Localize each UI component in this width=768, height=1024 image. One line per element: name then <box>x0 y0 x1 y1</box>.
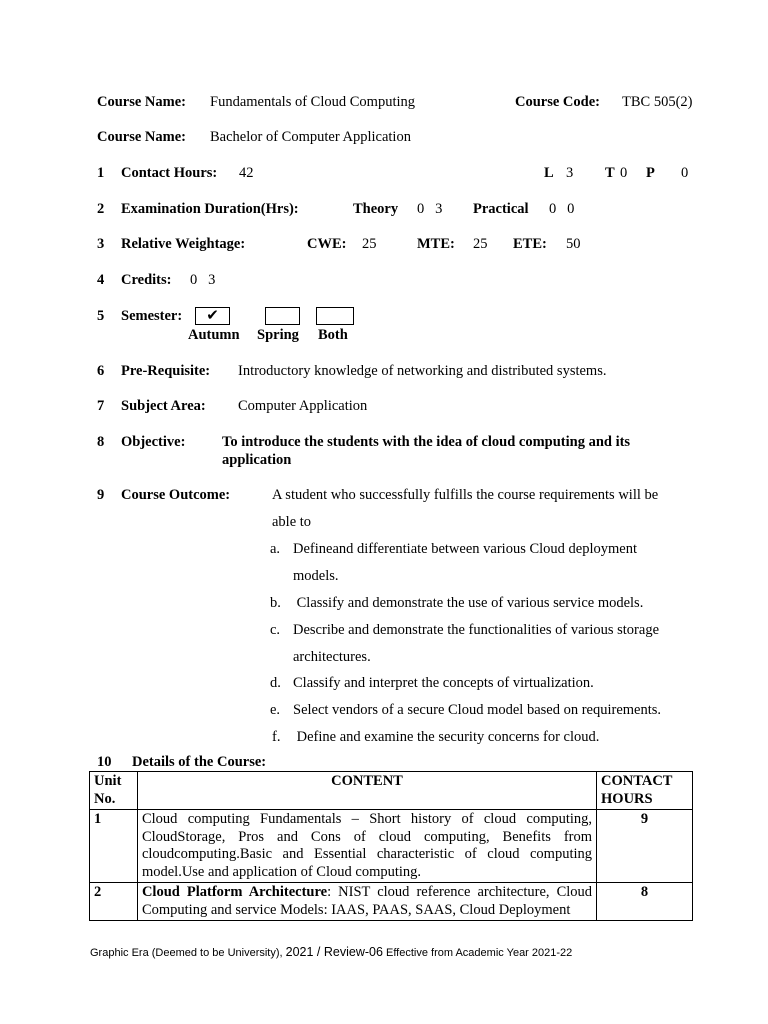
credits-label: Credits: <box>121 272 172 288</box>
theory-value: 0 3 <box>417 201 443 217</box>
outcome-d-line-1: Classify and interpret the concepts of virtualization. <box>293 675 594 691</box>
footer-review: 2021 / Review-06 <box>285 945 383 959</box>
unit-number: 1 <box>90 810 138 883</box>
contact-hours-value: 42 <box>239 165 254 181</box>
program-value: Bachelor of Computer Application <box>210 129 411 145</box>
page-footer <box>90 945 572 959</box>
theory-label: Theory <box>353 201 399 217</box>
unit-number: 2 <box>90 883 138 921</box>
outcome-intro-line-1: A student who successfully fulfills the course requirements will be <box>272 487 659 503</box>
subject-area-value: Computer Application <box>238 398 368 414</box>
both-checkbox[interactable] <box>316 307 354 325</box>
spring-label: Spring <box>257 327 299 343</box>
outcome-f-line-1: Define and examine the security concerns for cloud. <box>293 729 600 745</box>
list-marker: b. <box>270 595 281 611</box>
course-name-label: Course Name: <box>97 94 186 110</box>
practical-value: 0 0 <box>549 201 575 217</box>
autumn-checkbox[interactable]: ✔ <box>195 307 230 325</box>
unit-content-text: : NIST cloud reference architecture, Cloud Computing and service Models: IAAS, PAAS, SAAS, Cloud Deployment <box>141 884 593 918</box>
item-number: 9 <box>97 487 105 503</box>
ete-value: 50 <box>566 236 581 252</box>
contact-hours-label: Contact Hours: <box>121 165 218 181</box>
contact-hours-header: CONTACT HOURS <box>597 772 693 810</box>
list-marker: e. <box>270 702 281 718</box>
list-marker: a. <box>270 541 281 557</box>
details-label: Details of the Course: <box>132 754 267 770</box>
l-value: 3 <box>566 165 574 181</box>
course-code-label: Course Code: <box>515 94 600 110</box>
course-code-value: TBC 505(2) <box>622 94 693 110</box>
prereq-label: Pre-Requisite: <box>121 363 211 379</box>
item-number: 8 <box>97 434 105 450</box>
footer-university: Graphic Era (Deemed to be University), <box>90 947 286 959</box>
outcome-a-line-2: models. <box>293 568 339 584</box>
weightage-label: Relative Weightage: <box>121 236 246 252</box>
program-label: Course Name: <box>97 129 186 145</box>
unit-content <box>137 810 596 883</box>
t-value: 0 <box>620 165 628 181</box>
mte-label: MTE: <box>417 236 455 252</box>
unit-content-text: Cloud computing Fundamentals – Short history of cloud computing, CloudStorage, Pros and Cons of cloud computing, Benefits from cloudcomputing.Basic and Essential characteristic of cloud computing model.Use and application of Cloud computing. <box>141 811 593 880</box>
item-number: 5 <box>97 308 105 324</box>
content-header: CONTENT <box>137 772 596 810</box>
p-value: 0 <box>681 165 689 181</box>
p-label: P <box>646 165 655 181</box>
item-number: 3 <box>97 236 105 252</box>
unit-hours: 9 <box>597 810 693 883</box>
list-marker: c. <box>270 622 281 638</box>
outcome-label: Course Outcome: <box>121 487 231 503</box>
objective-label: Objective: <box>121 434 186 450</box>
l-label: L <box>544 165 554 181</box>
table-header-row <box>90 772 693 810</box>
practical-label: Practical <box>473 201 529 217</box>
outcome-c-line-2: architectures. <box>293 649 371 665</box>
course-name-value: Fundamentals of Cloud Computing <box>210 94 416 110</box>
semester-label: Semester: <box>121 308 183 324</box>
exam-duration-label: Examination Duration(Hrs): <box>121 201 299 217</box>
t-label: T <box>605 165 615 181</box>
outcome-e-line-1: Select vendors of a secure Cloud model based on requirements. <box>293 702 662 718</box>
mte-value: 25 <box>473 236 488 252</box>
item-number: 6 <box>97 363 105 379</box>
outcome-b-line-1: Classify and demonstrate the use of various service models. <box>293 595 644 611</box>
table-row <box>90 810 693 883</box>
cwe-label: CWE: <box>307 236 347 252</box>
subject-area-label: Subject Area: <box>121 398 206 414</box>
prereq-value: Introductory knowledge of networking and distributed systems. <box>238 363 607 379</box>
course-details-table <box>89 771 693 921</box>
autumn-label: Autumn <box>188 327 240 343</box>
cwe-value: 25 <box>362 236 377 252</box>
list-marker: f. <box>272 729 281 745</box>
item-number: 7 <box>97 398 105 414</box>
item-number: 2 <box>97 201 105 217</box>
table-row <box>90 883 693 921</box>
unit-hours: 8 <box>597 883 693 921</box>
credits-value: 0 3 <box>190 272 216 288</box>
item-number: 10 <box>97 754 112 770</box>
item-number: 1 <box>97 165 105 181</box>
outcome-a-line-1: Defineand differentiate between various Cloud deployment <box>293 541 637 557</box>
outcome-intro-line-2: able to <box>272 514 312 530</box>
footer-effective: Effective from Academic Year 2021-22 <box>382 947 573 959</box>
objective-line-2: application <box>222 452 292 468</box>
unit-no-header: Unit No. <box>90 772 138 810</box>
spring-checkbox[interactable] <box>265 307 300 325</box>
outcome-c-line-1: Describe and demonstrate the functionalities of various storage <box>293 622 660 638</box>
objective-line-1: To introduce the students with the idea of cloud computing and its <box>222 434 631 450</box>
ete-label: ETE: <box>513 236 547 252</box>
unit-content <box>137 883 596 921</box>
both-label: Both <box>318 327 348 343</box>
item-number: 4 <box>97 272 105 288</box>
list-marker: d. <box>270 675 281 691</box>
unit-content-heading: Cloud Platform Architecture <box>141 884 328 900</box>
